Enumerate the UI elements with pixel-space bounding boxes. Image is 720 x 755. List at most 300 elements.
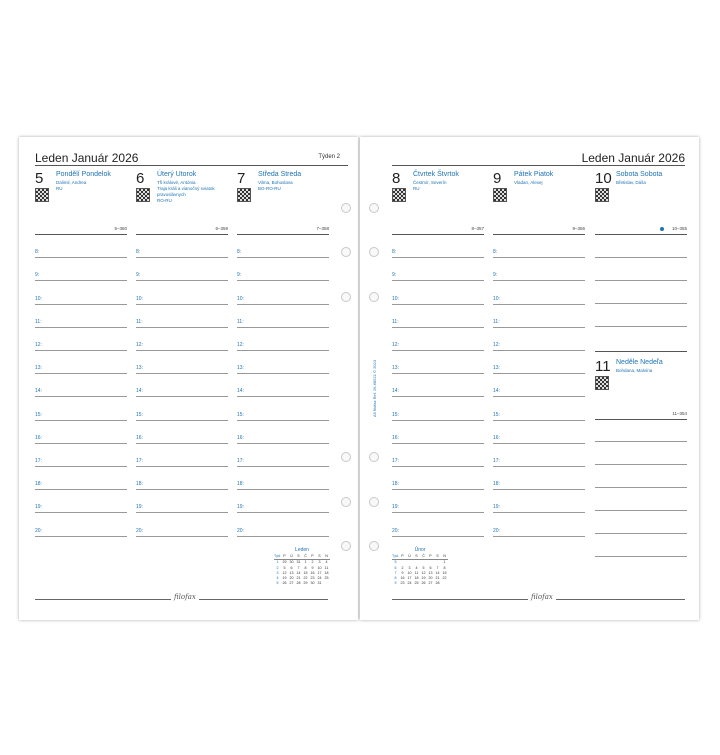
day-number: 9	[493, 170, 502, 187]
hour-line	[136, 420, 228, 421]
hour-line	[35, 489, 127, 490]
hour-line	[136, 466, 228, 467]
hour-label: 10:	[35, 295, 42, 302]
hour-line	[237, 396, 329, 397]
date-cell: 31	[296, 560, 301, 565]
hour-line	[595, 441, 687, 442]
top-rule	[392, 165, 685, 166]
date-cell: 11	[324, 565, 329, 570]
date-cell: 28	[435, 581, 440, 586]
hour-line	[493, 536, 585, 537]
ring-hole-icon	[369, 541, 379, 551]
mini-calendar-row	[274, 581, 330, 586]
hour-line	[35, 304, 127, 305]
date-cell: 29	[303, 581, 308, 586]
weekday-label: N	[323, 554, 330, 560]
hour-label: 20:	[493, 527, 500, 534]
hour-line	[237, 489, 329, 490]
hour-line	[237, 420, 329, 421]
weekday-label: Týd.	[392, 554, 399, 560]
hour-line	[136, 280, 228, 281]
week-label: Týden 2	[318, 154, 340, 160]
day-column-wednesday	[237, 168, 329, 548]
hour-label: 14:	[493, 388, 500, 395]
week-number: 9	[394, 581, 397, 586]
date-cell: 19	[282, 576, 287, 581]
hour-label: 8:	[493, 249, 498, 256]
date-cell: 22	[442, 576, 447, 581]
hour-line	[595, 487, 687, 488]
hour-line	[595, 234, 687, 235]
date-cell: 5	[422, 565, 425, 570]
day-number: 11	[595, 358, 611, 375]
hour-line	[595, 510, 687, 511]
hour-label: 18:	[35, 481, 42, 488]
week-number: 4	[276, 576, 279, 581]
hour-line	[493, 304, 585, 305]
date-cell: 15	[303, 570, 308, 575]
hour-line	[392, 304, 484, 305]
hour-label: 14:	[136, 388, 143, 395]
hour-label: 17:	[35, 458, 42, 464]
ring-hole-icon	[341, 247, 351, 257]
hour-label: 9:	[493, 272, 498, 279]
moon-dot-icon	[660, 227, 664, 231]
weekend-divider	[595, 351, 687, 352]
hour-line	[392, 489, 484, 490]
mini-calendar-title: Únor	[414, 547, 426, 553]
right-page	[360, 137, 699, 620]
name-days: Bohdana, Malvína	[616, 368, 653, 373]
weekday-label: P	[399, 554, 406, 560]
hour-line	[392, 350, 484, 351]
ring-hole-icon	[341, 292, 351, 302]
date-cell: 15	[442, 570, 447, 575]
date-cell: 9	[401, 570, 404, 575]
hour-line	[493, 234, 585, 235]
weekday-label: Ú	[288, 554, 295, 560]
weekday-label: Týd.	[274, 554, 281, 560]
hour-line	[392, 396, 484, 397]
name-days: Vladan, Alexej	[514, 180, 543, 185]
date-cell: 24	[317, 576, 322, 581]
hour-line	[35, 280, 127, 281]
hour-line	[493, 280, 585, 281]
hour-line	[493, 327, 585, 328]
week-number: 8	[394, 576, 397, 581]
ring-hole-icon	[369, 497, 379, 507]
hour-label: 16:	[237, 434, 244, 441]
date-cell	[323, 581, 330, 586]
weekday-label: Č	[420, 554, 427, 560]
week-number: 7	[394, 570, 397, 575]
ring-hole-icon	[369, 452, 379, 462]
date-cell: 18	[414, 576, 419, 581]
weekday-label: P	[281, 554, 288, 560]
filofax-logo: filofax	[528, 593, 556, 601]
week-number: 3	[276, 570, 279, 575]
date-cell: 12	[282, 570, 287, 575]
hour-label: 17:	[136, 458, 143, 464]
hour-label: 14:	[237, 388, 244, 395]
day-name: Středa Streda	[258, 171, 302, 178]
ring-hole-icon	[341, 541, 351, 551]
ring-hole-icon	[341, 203, 351, 213]
weekday-label: Č	[302, 554, 309, 560]
date-cell: 14	[435, 570, 440, 575]
hour-label: 19:	[493, 504, 500, 511]
hour-label: 13:	[392, 365, 399, 372]
qr-code-icon	[237, 188, 251, 202]
day-count: 8–357	[471, 226, 484, 231]
day-number: 6	[136, 170, 145, 187]
hour-label: 16:	[392, 434, 399, 441]
mini-calendar-row	[392, 581, 448, 586]
day-count: 9–356	[572, 226, 585, 231]
day-count: 11–354	[672, 411, 687, 416]
hour-line	[493, 512, 585, 513]
hour-label: 19:	[136, 504, 143, 511]
date-cell: 19	[421, 576, 426, 581]
date-cell: 3	[408, 565, 411, 570]
ring-hole-icon	[369, 292, 379, 302]
filofax-logo: filofax	[171, 593, 199, 601]
page-title: Leden Január 2026	[35, 151, 139, 165]
date-cell: 28	[296, 581, 301, 586]
hour-label: 11:	[392, 318, 399, 325]
name-days: Dalimil, Andrea RU	[56, 180, 87, 191]
hour-label: 10:	[136, 295, 143, 302]
date-cell: 21	[296, 576, 301, 581]
week-number: 2	[276, 565, 279, 570]
day-name: Sobota Sobota	[616, 171, 663, 178]
hour-label: 20:	[136, 527, 143, 534]
hour-line	[136, 327, 228, 328]
hour-label: 15:	[493, 411, 500, 418]
day-number: 8	[392, 170, 401, 187]
hour-line	[35, 350, 127, 351]
date-cell: 7	[436, 565, 439, 570]
date-cell: 31	[317, 581, 322, 586]
hour-line	[392, 420, 484, 421]
name-days: Vilma, Bohuslava BG-RO-RU	[258, 180, 293, 191]
weekday-label: S	[316, 554, 323, 560]
date-cell: 10	[407, 570, 412, 575]
hour-label: 8:	[136, 249, 141, 256]
hour-label: 12:	[493, 342, 500, 348]
date-cell: 21	[435, 576, 440, 581]
hour-label: 20:	[237, 527, 244, 534]
date-cell: 7	[297, 565, 300, 570]
date-cell: 16	[310, 570, 315, 575]
hour-line	[595, 419, 687, 420]
hour-label: 20:	[35, 527, 42, 534]
date-cell: 20	[289, 576, 294, 581]
hour-line	[237, 512, 329, 513]
date-cell: 9	[311, 565, 314, 570]
hour-line	[136, 257, 228, 258]
hour-line	[595, 303, 687, 304]
mini-calendar-title: Leden	[295, 547, 309, 553]
hour-line	[595, 533, 687, 534]
mini-calendar	[274, 547, 330, 587]
hour-line	[35, 420, 127, 421]
date-cell: 13	[289, 570, 294, 575]
hour-line	[392, 443, 484, 444]
qr-code-icon	[35, 188, 49, 202]
hour-line	[136, 443, 228, 444]
day-name: Pondělí Pondelok	[56, 171, 111, 178]
hour-label: 17:	[237, 458, 244, 464]
hour-line	[392, 512, 484, 513]
weekday-label: S	[434, 554, 441, 560]
hour-label: 19:	[237, 504, 244, 511]
hour-label: 18:	[237, 481, 244, 488]
hour-label: 13:	[136, 365, 143, 372]
hour-label: 9:	[237, 272, 242, 279]
day-number: 5	[35, 170, 44, 187]
hour-line	[237, 466, 329, 467]
hour-label: 18:	[392, 481, 399, 488]
hour-line	[493, 350, 585, 351]
weekday-label: Ú	[406, 554, 413, 560]
weekday-label: P	[309, 554, 316, 560]
hour-label: 9:	[392, 272, 397, 279]
hour-label: 13:	[237, 365, 244, 372]
hour-line	[493, 489, 585, 490]
weekday-label: N	[441, 554, 448, 560]
date-cell: 27	[428, 581, 433, 586]
hour-label: 11:	[136, 318, 143, 325]
hour-label: 13:	[493, 365, 500, 372]
hour-line	[136, 489, 228, 490]
day-column-weekend	[595, 168, 687, 548]
day-name: Úterý Utorok	[157, 171, 197, 178]
date-cell: 25	[324, 576, 329, 581]
qr-code-icon	[392, 188, 406, 202]
hour-line	[136, 350, 228, 351]
hour-label: 17:	[493, 458, 500, 464]
hour-line	[493, 257, 585, 258]
hour-line	[493, 420, 585, 421]
name-days: Čestmír, Severín RU	[413, 180, 447, 191]
qr-code-icon	[595, 376, 609, 390]
hour-label: 9:	[136, 272, 141, 279]
hour-line	[237, 327, 329, 328]
day-name: Neděle Nedeľa	[616, 359, 663, 366]
date-cell: 3	[318, 560, 321, 565]
hour-label: 16:	[136, 434, 143, 441]
day-column-friday	[493, 168, 585, 548]
qr-code-icon	[493, 188, 507, 202]
date-cell: 17	[317, 570, 322, 575]
hour-label: 12:	[136, 342, 143, 348]
date-cell: 2	[311, 560, 314, 565]
week-number: 6	[394, 565, 397, 570]
hour-label: 11:	[493, 318, 500, 325]
hour-label: 16:	[35, 434, 42, 441]
hour-label: 10:	[392, 295, 399, 302]
date-cell: 26	[282, 581, 287, 586]
day-count: 6–359	[215, 226, 228, 231]
date-cell: 4	[415, 565, 418, 570]
hour-label: 17:	[392, 458, 399, 464]
date-cell: 8	[443, 565, 446, 570]
date-cell: 2	[401, 565, 404, 570]
day-column-monday	[35, 168, 127, 548]
hour-line	[35, 466, 127, 467]
day-name: Pátek Piatok	[514, 171, 554, 178]
hour-label: 10:	[493, 295, 500, 302]
hour-line	[237, 536, 329, 537]
date-cell: 27	[289, 581, 294, 586]
date-cell: 18	[324, 570, 329, 575]
date-cell: 10	[317, 565, 322, 570]
hour-label: 14:	[35, 388, 42, 395]
day-number: 7	[237, 170, 246, 187]
hour-label: 8:	[392, 249, 397, 256]
hour-label: 15:	[392, 411, 399, 418]
hour-label: 10:	[237, 295, 244, 302]
hour-line	[237, 373, 329, 374]
hour-label: 19:	[35, 504, 42, 511]
date-cell: 23	[310, 576, 315, 581]
day-count: 5–360	[114, 226, 127, 231]
hour-label: 11:	[35, 318, 42, 325]
day-column-tuesday	[136, 168, 228, 548]
date-cell	[441, 581, 448, 586]
hour-line	[493, 443, 585, 444]
date-cell: 20	[428, 576, 433, 581]
hour-line	[595, 326, 687, 327]
hour-label: 15:	[237, 411, 244, 418]
qr-code-icon	[595, 188, 609, 202]
week-number: 1	[276, 560, 279, 565]
hour-line	[35, 373, 127, 374]
hour-line	[237, 443, 329, 444]
day-number: 10	[595, 170, 612, 187]
hour-line	[392, 280, 484, 281]
ring-hole-icon	[341, 452, 351, 462]
date-cell: 17	[407, 576, 412, 581]
date-cell: 24	[407, 581, 412, 586]
hour-label: 12:	[392, 342, 399, 348]
weekday-label: P	[427, 554, 434, 560]
week-number: 5	[394, 560, 397, 565]
qr-code-icon	[136, 188, 150, 202]
name-days: Tři králové, Antónia Traja králi a vianočný sviatok pravoslávnych RO-RU	[157, 180, 215, 203]
left-page	[19, 137, 358, 620]
hour-label: 18:	[136, 481, 143, 488]
ring-hole-icon	[341, 497, 351, 507]
hour-label: 8:	[35, 249, 40, 256]
hour-line	[136, 304, 228, 305]
hour-line	[35, 512, 127, 513]
ring-hole-icon	[369, 203, 379, 213]
hour-line	[493, 373, 585, 374]
hour-line	[35, 536, 127, 537]
hour-line	[136, 373, 228, 374]
hour-line	[35, 443, 127, 444]
hour-line	[237, 257, 329, 258]
date-cell: 23	[400, 581, 405, 586]
day-count: 7–358	[316, 226, 329, 231]
date-cell: 12	[421, 570, 426, 575]
date-cell: 5	[283, 565, 286, 570]
hour-label: 15:	[35, 411, 42, 418]
hour-line	[595, 257, 687, 258]
date-cell: 26	[421, 581, 426, 586]
hour-label: 19:	[392, 504, 399, 511]
day-column-thursday	[392, 168, 484, 548]
hour-line	[237, 234, 329, 235]
hour-line	[493, 466, 585, 467]
date-cell: 30	[289, 560, 294, 565]
top-rule	[35, 165, 348, 166]
hour-line	[35, 396, 127, 397]
hour-line	[595, 556, 687, 557]
hour-line	[392, 257, 484, 258]
hour-line	[237, 350, 329, 351]
day-name: Čtvrtek Štvrtok	[413, 171, 459, 178]
date-cell: 29	[282, 560, 287, 565]
date-cell: 1	[304, 560, 307, 565]
ring-hole-icon	[369, 247, 379, 257]
date-cell: 6	[290, 565, 293, 570]
hour-line	[237, 304, 329, 305]
vertical-imprint: A5 filofax Ref. 26-68521 © 2024	[372, 360, 377, 417]
hour-line	[237, 280, 329, 281]
weekday-label: S	[295, 554, 302, 560]
hour-label: 12:	[237, 342, 244, 348]
sunday-block	[595, 356, 687, 456]
weekday-label: S	[413, 554, 420, 560]
hour-label: 18:	[493, 481, 500, 488]
hour-line	[136, 536, 228, 537]
hour-label: 14:	[392, 388, 399, 395]
date-cell: 30	[310, 581, 315, 586]
date-cell: 6	[429, 565, 432, 570]
date-cell: 11	[414, 570, 419, 575]
hour-line	[136, 234, 228, 235]
date-cell: 8	[304, 565, 307, 570]
hour-label: 8:	[237, 249, 242, 256]
hour-label: 12:	[35, 342, 42, 348]
page-title: Leden Január 2026	[581, 151, 685, 165]
hour-line	[392, 234, 484, 235]
hour-line	[392, 327, 484, 328]
hour-line	[35, 327, 127, 328]
mini-calendar	[392, 547, 448, 587]
date-cell: 22	[303, 576, 308, 581]
day-count: 10–355	[671, 226, 687, 231]
hour-line	[35, 234, 127, 235]
hour-line	[392, 373, 484, 374]
hour-line	[595, 280, 687, 281]
date-cell: 16	[400, 576, 405, 581]
hour-line	[35, 257, 127, 258]
hour-label: 20:	[392, 527, 399, 534]
hour-line	[136, 512, 228, 513]
date-cell: 13	[428, 570, 433, 575]
date-cell: 4	[325, 560, 328, 565]
hour-label: 9:	[35, 272, 40, 279]
hour-line	[493, 396, 585, 397]
hour-line	[392, 466, 484, 467]
hour-line	[392, 536, 484, 537]
hour-label: 16:	[493, 434, 500, 441]
hour-label: 15:	[136, 411, 143, 418]
